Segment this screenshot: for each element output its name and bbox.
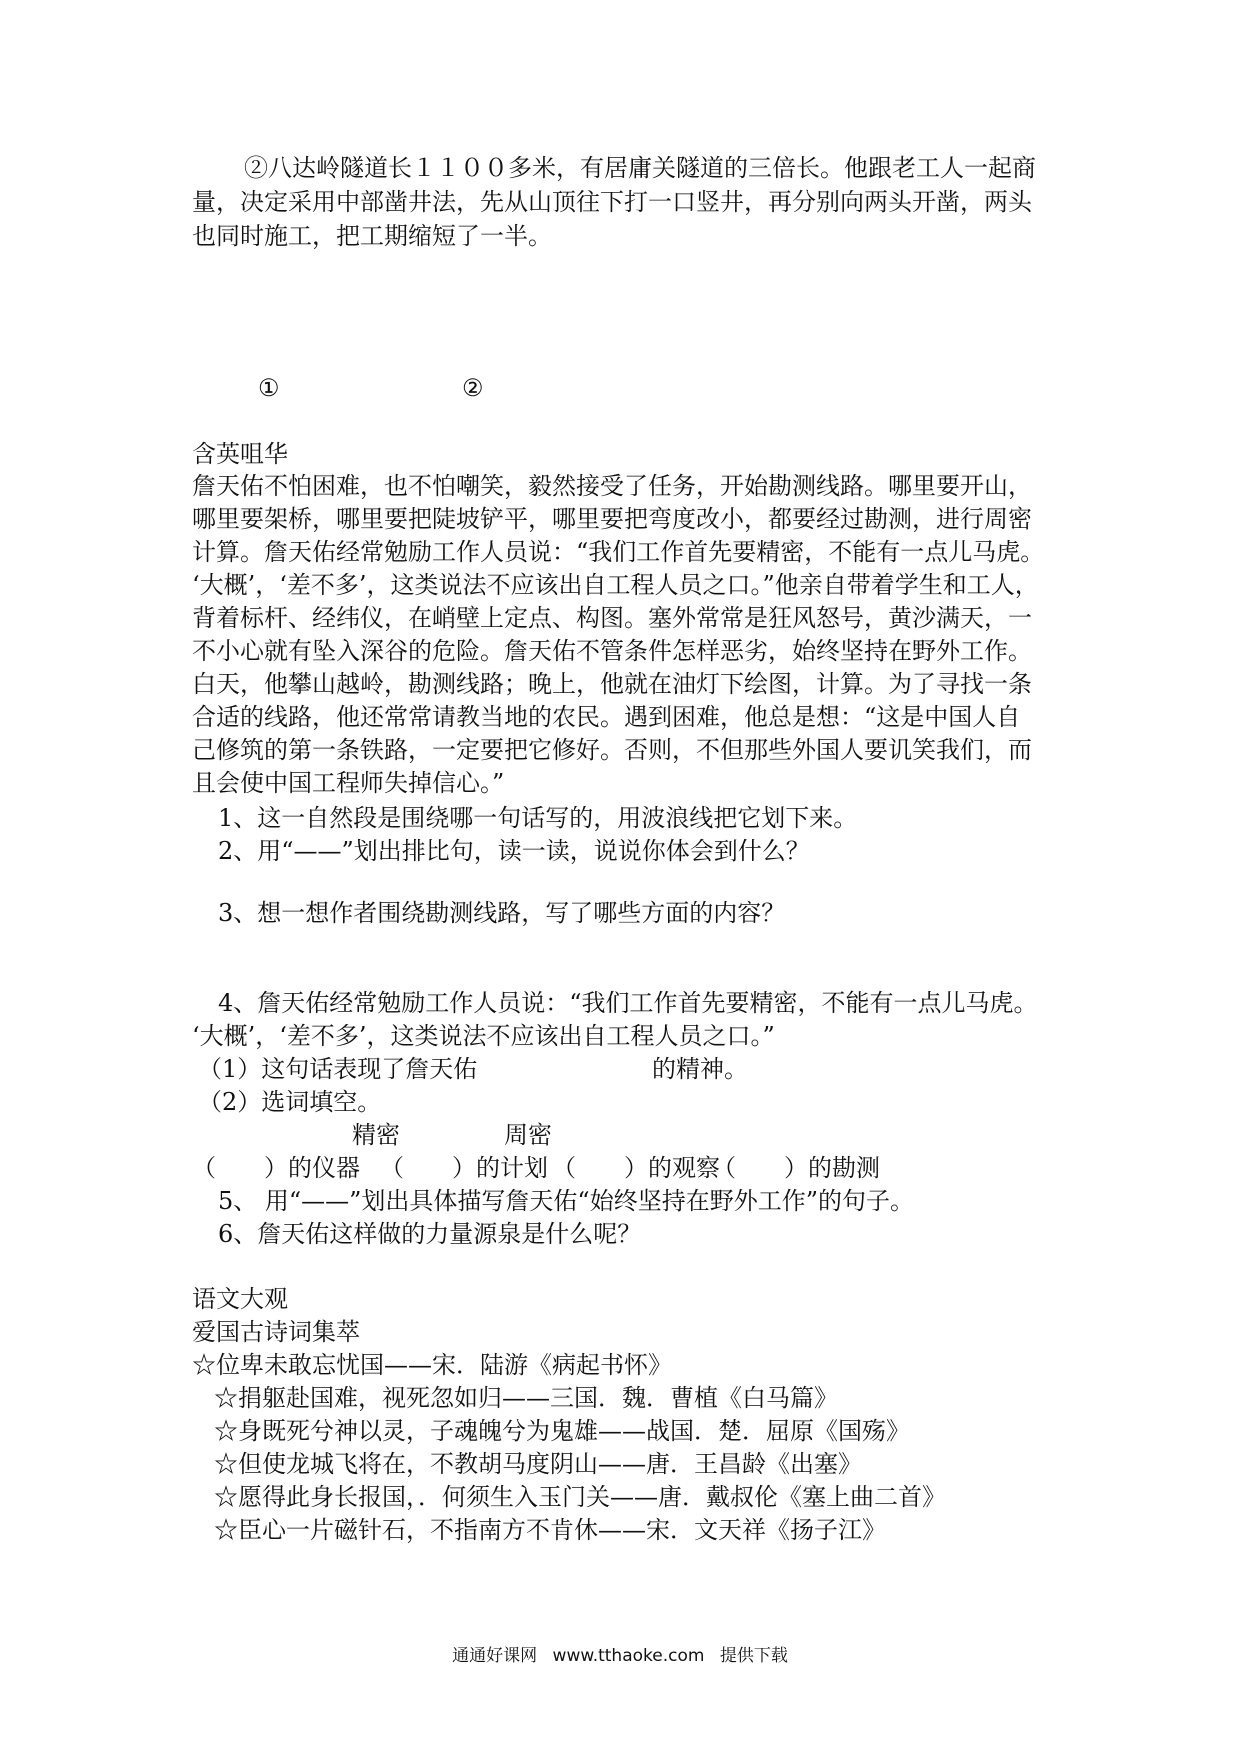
poem-line: ☆但使龙城飞将在，不教胡马度阴山——唐．王昌龄《出塞》 bbox=[214, 1450, 862, 1478]
section-heading-yuwen: 语文大观 bbox=[192, 1285, 288, 1313]
marker-2: ② bbox=[462, 374, 484, 402]
paragraph-line: 合适的线路，他还常常请教当地的农民。遇到困难，他总是想：“这是中国人自 bbox=[192, 703, 1021, 731]
passage2-line2: 量，决定采用中部凿井法，先从山顶往下打一口竖井，再分别向两头开凿，两头 bbox=[192, 188, 1032, 216]
paragraph-line: 詹天佑不怕困难，也不怕嘲笑，毅然接受了任务，开始勘测线路。哪里要开山， bbox=[192, 472, 1032, 500]
paragraph-line: 且会使中国工程师失掉信心。” bbox=[192, 769, 505, 797]
question-1: 1、这一自然段是围绕哪一句话写的，用波浪线把它划下来。 bbox=[218, 804, 858, 832]
question-4-sub1-prefix: （1）这句话表现了詹天佑 bbox=[198, 1055, 478, 1083]
footer-site-name: 通通好课网 bbox=[452, 1646, 538, 1666]
paragraph-line: 哪里要架桥，哪里要把陡坡铲平，哪里要把弯度改小，都要经过勘测，进行周密 bbox=[192, 505, 1032, 533]
question-4-line1: 4、詹天佑经常勉励工作人员说：“我们工作首先要精密，不能有一点儿马虎。 bbox=[218, 989, 1038, 1017]
poem-line: ☆位卑未敢忘忧国——宋．陆游《病起书怀》 bbox=[192, 1351, 672, 1379]
section-subheading: 爱国古诗词集萃 bbox=[192, 1318, 360, 1346]
footer-note: 提供下载 bbox=[719, 1646, 788, 1666]
word-option-1: 精密 bbox=[352, 1121, 400, 1149]
question-4-sub1-suffix: 的精神。 bbox=[652, 1055, 748, 1083]
page-footer bbox=[0, 1645, 1240, 1667]
poem-line: ☆臣心一片磁针石，不指南方不肯休——宋．文天祥《扬子江》 bbox=[214, 1516, 886, 1544]
section-heading-hanying: 含英咀华 bbox=[192, 440, 288, 468]
question-4-sub2: （2）选词填空。 bbox=[198, 1088, 382, 1116]
word-option-2: 周密 bbox=[504, 1121, 552, 1149]
fill-blank: （ ）的仪器 bbox=[192, 1154, 360, 1182]
poem-line: ☆愿得此身长报国，．何须生入玉门关——唐．戴叔伦《塞上曲二首》 bbox=[214, 1483, 946, 1511]
fill-blank: （ ）的观察 bbox=[552, 1154, 720, 1182]
paragraph-line: 己修筑的第一条铁路，一定要把它修好。否则，不但那些外国人要讥笑我们，而 bbox=[192, 736, 1032, 764]
paragraph-line: 背着标杆、经纬仪，在峭壁上定点、构图。塞外常常是狂风怒号，黄沙满天，一 bbox=[192, 604, 1032, 632]
question-4-line2: ‘大概’，‘差不多’，这类说法不应该出自工程人员之口。” bbox=[192, 1022, 775, 1050]
paragraph-line: 白天，他攀山越岭，勘测线路；晚上，他就在油灯下绘图，计算。为了寻找一条 bbox=[192, 670, 1032, 698]
poem-line: ☆捐躯赴国难，视死忽如归——三国．魏．曹植《白马篇》 bbox=[214, 1384, 838, 1412]
fill-blank: （ ）的计划 bbox=[380, 1154, 548, 1182]
question-6: 6、詹天佑这样做的力量源泉是什么呢？ bbox=[218, 1220, 642, 1248]
question-2: 2、用“——”划出排比句，读一读，说说你体会到什么？ bbox=[218, 837, 810, 865]
question-3: 3、想一想作者围绕勘测线路，写了哪些方面的内容？ bbox=[218, 899, 786, 927]
poem-line: ☆身既死兮神以灵，子魂魄兮为鬼雄——战国．楚．屈原《国殇》 bbox=[214, 1417, 910, 1445]
paragraph-line: 不小心就有坠入深谷的危险。詹天佑不管条件怎样恶劣，始终坚持在野外工作。 bbox=[192, 637, 1032, 665]
marker-1: ① bbox=[258, 374, 280, 402]
question-5: 5、 用“——”划出具体描写詹天佑“始终坚持在野外工作”的句子。 bbox=[218, 1187, 914, 1215]
paragraph-line: 计算。詹天佑经常勉励工作人员说：“我们工作首先要精密，不能有一点儿马虎。 bbox=[192, 538, 1045, 566]
footer-url[interactable]: www.tthaoke.com bbox=[552, 1646, 705, 1666]
passage2-line1: ②八达岭隧道长１１００多米，有居庸关隧道的三倍长。他跟老工人一起商 bbox=[244, 154, 1036, 182]
passage2-line3: 也同时施工，把工期缩短了一半。 bbox=[192, 222, 552, 250]
paragraph-line: ‘大概’，‘差不多’，这类说法不应该出自工程人员之口。”他亲自带着学生和工人， bbox=[192, 571, 1039, 599]
fill-blank: （ ）的勘测 bbox=[712, 1154, 880, 1182]
